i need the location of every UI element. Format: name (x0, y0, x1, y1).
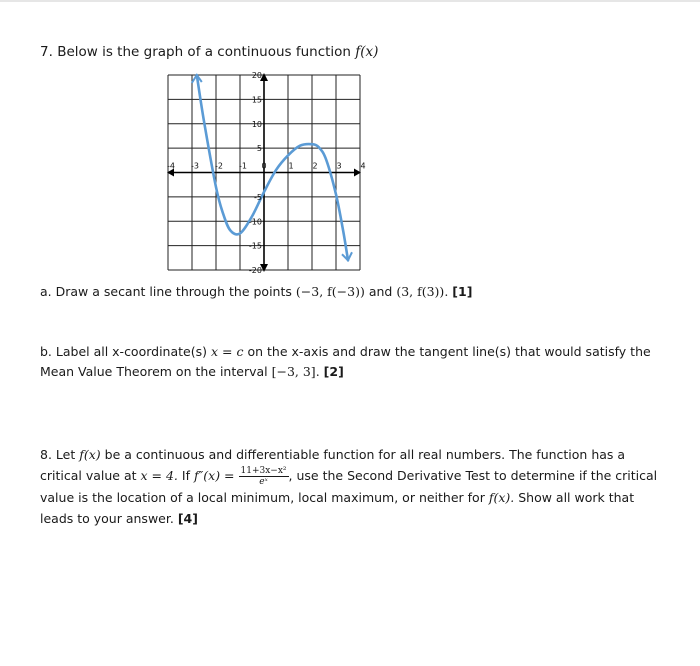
function-graph (160, 70, 370, 275)
x-tick-label: 1 (288, 161, 294, 171)
y-tick-label: -20 (248, 266, 262, 275)
part-a-point1: (−3, f(−3)) (295, 284, 365, 299)
part-a-text: a. Draw a secant line through the points (40, 284, 292, 299)
y-tick-label: 5 (256, 144, 262, 154)
part-a-and: and (368, 284, 393, 299)
x-tick-label: -3 (191, 161, 199, 171)
q8-critical-value: x = 4. (140, 468, 178, 483)
q8-text3: If (181, 468, 190, 483)
part-b-points: [2] (323, 364, 344, 379)
q8-fraction (239, 466, 289, 487)
q8-function-2: f(x). (488, 490, 515, 505)
y-tick-label: 15 (251, 95, 262, 105)
part-b-text1: b. Label all x-coordinate(s) (40, 344, 207, 359)
q8-fraction-denominator: eˣ (259, 477, 268, 487)
q8-text4: , use the Second Derivative Test to determine if the critical value is the location of a local minimum, local maximum, or neither for (40, 468, 658, 505)
part-a (40, 282, 670, 302)
part-a-point2: (3, f(3)). (396, 284, 449, 299)
x-tick-label: 4 (360, 161, 366, 171)
x-tick-label: 0 (261, 161, 267, 171)
y-tick-label: 10 (251, 119, 262, 129)
x-tick-label: -2 (215, 161, 223, 171)
q8-function: f(x) (79, 447, 101, 462)
q8-text2: be a continuous and differentiable function for all real numbers. The function has a critical value at (40, 447, 626, 483)
q8-text5: Show all work that leads to your answer. (40, 490, 635, 526)
part-b (40, 342, 670, 382)
q8-points: [4] (177, 511, 198, 526)
question-8 (40, 444, 660, 529)
part-b-interval: [−3, 3]. (271, 364, 320, 379)
y-tick-label: 20 (251, 71, 262, 80)
top-border (0, 0, 700, 2)
x-tick-label: 2 (312, 161, 318, 171)
part-b-expr: x = c (210, 344, 244, 359)
y-tick-label: -5 (254, 192, 262, 202)
x-tick-label: -4 (167, 161, 175, 171)
x-tick-label: 3 (336, 161, 342, 171)
x-tick-label: -1 (239, 161, 247, 171)
y-tick-label: -10 (248, 217, 262, 227)
q8-text1: 8. Let (40, 447, 76, 462)
q8-fraction-numerator: 11+3x−x² (240, 466, 287, 476)
part-a-points: [1] (452, 284, 473, 299)
q7-text: Below is the graph of a continuous function (57, 44, 351, 60)
part-b-text2: on the x-axis and draw the tangent line(s) that would satisfy the Mean Value Theorem on the interval (40, 344, 651, 379)
question-7-prompt (40, 44, 378, 60)
q7-number: 7. (40, 44, 53, 60)
q7-function: f(x) (355, 44, 379, 60)
q8-second-derivative: f″(x) = (193, 468, 235, 483)
y-tick-label: -15 (248, 241, 262, 251)
